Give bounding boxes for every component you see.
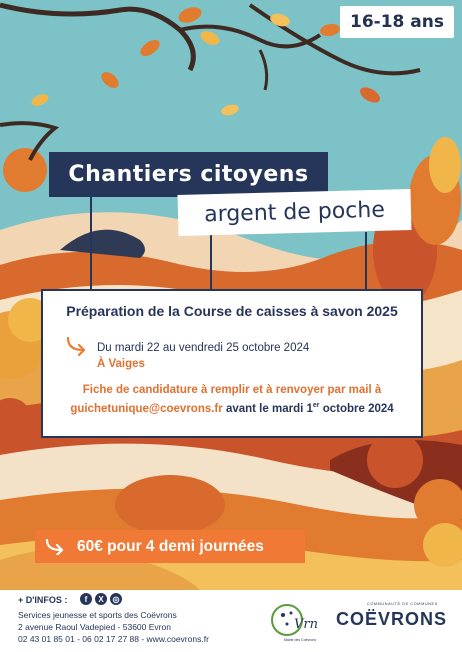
cc-label: COMMUNAUTÉ DE COMMUNES [367, 602, 438, 606]
logo-vrn-text: Vrn [294, 617, 318, 632]
hanging-string-right [365, 232, 367, 289]
infos-label: + D'INFOS : [18, 595, 68, 605]
hanging-string-middle [210, 232, 212, 289]
contact-info: 02 43 01 85 01 - 06 02 17 27 88 - www.coevrons.fr [18, 634, 209, 644]
price-text: 60€ pour 4 demi journées [77, 537, 264, 555]
title-argent-de-poche: argent de poche [178, 189, 412, 236]
deadline-day: mardi 1 [271, 402, 313, 415]
event-dates: Du mardi 22 au vendredi 25 octobre 2024 [97, 342, 310, 354]
logo-caption: Mairie des Coëvrons [283, 638, 317, 642]
title-chantiers-citoyens: Chantiers citoyens [49, 152, 328, 197]
deadline-rest: octobre 2024 [319, 402, 394, 415]
application-details [43, 402, 421, 415]
instagram-icon[interactable]: ◎ [110, 593, 122, 605]
age-badge: 16-18 ans [340, 6, 454, 38]
deadline-ordinal: er [312, 402, 320, 409]
application-instruction: Fiche de candidature à remplir et à renvoyer par mail à [82, 384, 382, 396]
footer [0, 590, 462, 652]
organization: Services jeunesse et sports des Coëvrons [18, 610, 177, 620]
facebook-icon[interactable]: f [80, 593, 92, 605]
price-banner [35, 530, 305, 563]
card-title: Préparation de la Course de caisses à savon 2025 [66, 303, 398, 319]
curved-arrow-icon [45, 539, 67, 555]
hanging-string-left [90, 197, 92, 289]
curved-arrow-icon [65, 336, 89, 356]
address: 2 avenue Raoul Vadepied - 53600 Evron [18, 622, 171, 632]
info-card [41, 289, 423, 438]
contact-email-link[interactable]: guichetunique@coevrons.fr [70, 402, 223, 415]
event-place: À Vaiges [97, 358, 145, 370]
x-icon[interactable]: X [95, 593, 107, 605]
before-text: avant le [222, 402, 272, 415]
coevrons-logo: COËVRONS [336, 609, 448, 629]
